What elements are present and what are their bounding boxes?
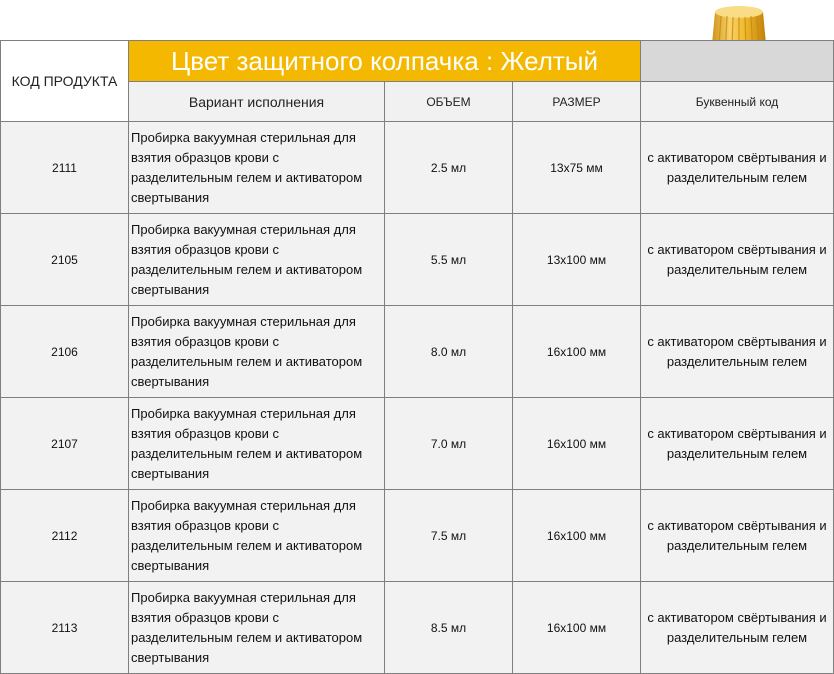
table-row: [1, 122, 834, 214]
variant-cell: Пробирка вакуумная стерильная для взятия образцов крови с разделительным гелем и активатором свертывания: [129, 214, 385, 306]
cap-color-title: Цвет защитного колпачка : Желтый: [129, 41, 641, 82]
product-code: 2106: [1, 306, 129, 398]
size-header: РАЗМЕР: [513, 82, 641, 122]
volume-cell: 7.5 мл: [385, 490, 513, 582]
size-cell: 13x100 мм: [513, 214, 641, 306]
product-code: 2113: [1, 582, 129, 674]
product-table: [0, 40, 834, 674]
volume-cell: 5.5 мл: [385, 214, 513, 306]
volume-cell: 8.0 мл: [385, 306, 513, 398]
size-cell: 16x100 мм: [513, 306, 641, 398]
code-header: КОД ПРОДУКТА: [1, 41, 129, 122]
letter-code-cell: с активатором свёртывания и разделительным гелем: [641, 122, 834, 214]
size-cell: 16x100 мм: [513, 490, 641, 582]
variant-header: Вариант исполнения: [129, 82, 385, 122]
volume-header: ОБЪЕМ: [385, 82, 513, 122]
table-row: [1, 306, 834, 398]
volume-cell: 8.5 мл: [385, 582, 513, 674]
table-row: [1, 214, 834, 306]
letter-code-cell: с активатором свёртывания и разделительным гелем: [641, 398, 834, 490]
letter-code-cell: с активатором свёртывания и разделительным гелем: [641, 214, 834, 306]
volume-cell: 2.5 мл: [385, 122, 513, 214]
table-row: [1, 490, 834, 582]
size-cell: 13x75 мм: [513, 122, 641, 214]
variant-cell: Пробирка вакуумная стерильная для взятия образцов крови с разделительным гелем и активатором свертывания: [129, 306, 385, 398]
product-code: 2111: [1, 122, 129, 214]
letter-code-header: Буквенный код: [641, 82, 834, 122]
table-row: [1, 582, 834, 674]
letter-code-cell: с активатором свёртывания и разделительным гелем: [641, 490, 834, 582]
table-row: [1, 398, 834, 490]
product-code: 2105: [1, 214, 129, 306]
variant-cell: Пробирка вакуумная стерильная для взятия образцов крови с разделительным гелем и активатором свертывания: [129, 122, 385, 214]
variant-cell: Пробирка вакуумная стерильная для взятия образцов крови с разделительным гелем и активатором свертывания: [129, 490, 385, 582]
variant-cell: Пробирка вакуумная стерильная для взятия образцов крови с разделительным гелем и активатором свертывания: [129, 582, 385, 674]
letter-code-cell: с активатором свёртывания и разделительным гелем: [641, 582, 834, 674]
volume-cell: 7.0 мл: [385, 398, 513, 490]
size-cell: 16x100 мм: [513, 582, 641, 674]
cap-image-cell: [641, 41, 834, 82]
variant-cell: Пробирка вакуумная стерильная для взятия образцов крови с разделительным гелем и активатором свертывания: [129, 398, 385, 490]
letter-code-cell: с активатором свёртывания и разделительным гелем: [641, 306, 834, 398]
product-code: 2112: [1, 490, 129, 582]
product-code: 2107: [1, 398, 129, 490]
size-cell: 16x100 мм: [513, 398, 641, 490]
